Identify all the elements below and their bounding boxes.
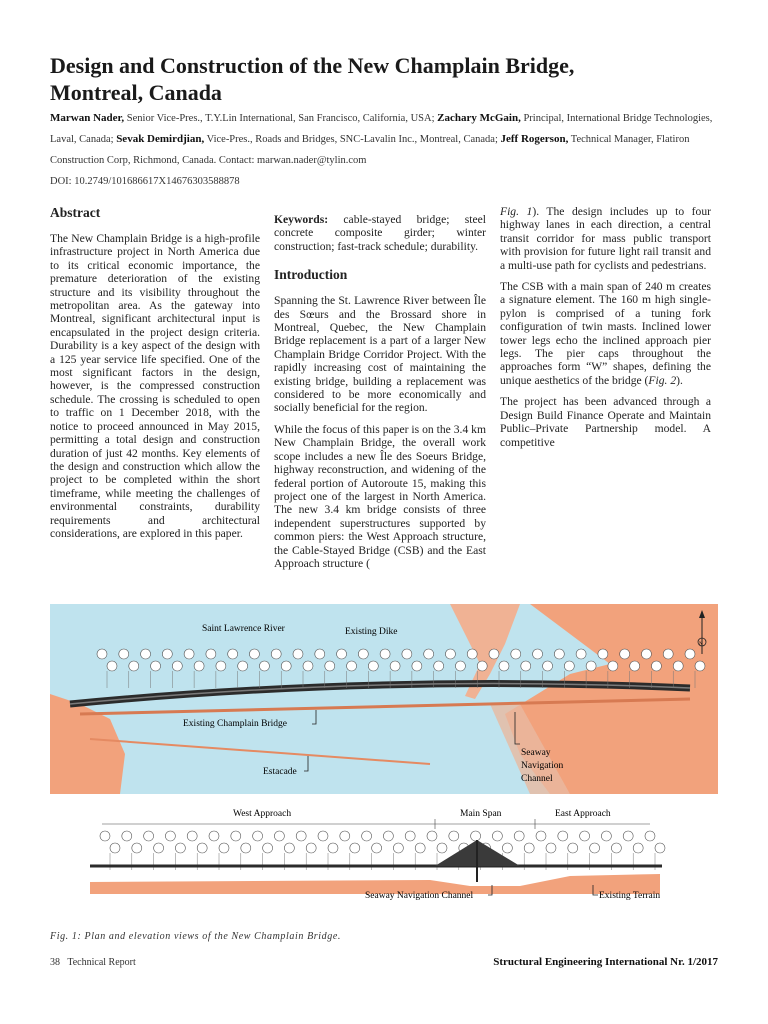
page-number: 38 xyxy=(50,957,60,968)
pier-marker xyxy=(455,661,465,671)
pier-marker xyxy=(362,831,372,841)
pier-marker xyxy=(194,661,204,671)
page-footer-left xyxy=(50,957,136,968)
label-estacade: Estacade xyxy=(263,767,297,777)
label-seaway-navigation-channel: Seaway Navigation Channel xyxy=(365,891,474,901)
author-1-affiliation: Senior Vice-Pres., T.Y.Lin International, San Francisco, California, USA; xyxy=(124,113,438,124)
label-river: Saint Lawrence River xyxy=(202,624,285,634)
pier-marker xyxy=(293,649,303,659)
paper-title xyxy=(50,52,740,106)
pier-marker xyxy=(554,649,564,659)
pier-marker xyxy=(590,843,600,853)
pier-marker xyxy=(151,661,161,671)
introduction-heading: Introduction xyxy=(274,267,348,283)
label-west-approach: West Approach xyxy=(233,809,292,819)
pier-marker xyxy=(437,843,447,853)
pier-marker xyxy=(424,649,434,659)
title-line-1: Design and Construction of the New Champlain Bridge, xyxy=(50,53,575,78)
pier-marker xyxy=(533,649,543,659)
author-2-affiliation: Principal, International Bridge Technologies, Laval, Canada; xyxy=(50,113,713,145)
pier-marker xyxy=(655,843,665,853)
pier-marker xyxy=(620,649,630,659)
pier-marker xyxy=(467,649,477,659)
pier-marker xyxy=(107,661,117,671)
pier-marker xyxy=(315,649,325,659)
author-4-affiliation: Technical Manager, Flatiron Construction Corp, Richmond, Canada. Contact: marwan.nader@tylin.com xyxy=(50,134,690,166)
pier-marker xyxy=(132,843,142,853)
label-east-approach: East Approach xyxy=(555,809,611,819)
pier-marker xyxy=(502,843,512,853)
pier-marker xyxy=(393,843,403,853)
label-seaway-1: Seaway xyxy=(521,748,551,758)
pier-marker xyxy=(514,831,524,841)
pier-marker xyxy=(249,649,259,659)
pier-marker xyxy=(521,661,531,671)
pier-marker xyxy=(412,661,422,671)
pier-marker xyxy=(228,649,238,659)
pier-marker xyxy=(492,831,502,841)
intro-paragraph-4: The project has been advanced through a Design Build Finance Operate and Maintain Public–Private Partnership model. A competitive xyxy=(500,395,711,449)
pier-marker xyxy=(471,831,481,841)
pier-marker xyxy=(162,649,172,659)
pier-marker xyxy=(141,649,151,659)
pier-marker xyxy=(281,661,291,671)
pier-marker xyxy=(303,661,313,671)
pier-marker xyxy=(568,843,578,853)
journal-name: Structural Engineering International Nr. 1/2017 xyxy=(493,956,718,968)
pier-marker xyxy=(263,843,273,853)
pier-marker xyxy=(685,649,695,659)
fig-1-reference: Fig. 1 xyxy=(500,205,533,218)
pier-marker xyxy=(122,831,132,841)
pier-marker xyxy=(350,843,360,853)
pier-marker xyxy=(564,661,574,671)
pier-marker xyxy=(499,661,509,671)
keywords-text: cable-stayed bridge; steel concrete composite girder; winter construction; fast-track schedule; durability. xyxy=(274,213,486,253)
intro-paragraph-3-end: ). xyxy=(676,373,683,387)
pier-marker xyxy=(608,661,618,671)
pier-marker xyxy=(97,649,107,659)
pier-marker xyxy=(390,661,400,671)
pier-marker xyxy=(231,831,241,841)
column-1 xyxy=(50,205,260,548)
pier-marker xyxy=(271,649,281,659)
pier-marker xyxy=(184,649,194,659)
pier-marker xyxy=(368,661,378,671)
keywords-label: Keywords: xyxy=(274,213,329,226)
pier-marker xyxy=(543,661,553,671)
pier-marker xyxy=(253,831,263,841)
pier-marker xyxy=(477,661,487,671)
pier-marker xyxy=(695,661,705,671)
doi: DOI: 10.2749/101686617X14676303588878 xyxy=(50,176,240,187)
pier-marker xyxy=(673,661,683,671)
author-3-name: Sevak Demirdjian, xyxy=(116,133,205,145)
pier-marker xyxy=(405,831,415,841)
label-existing-bridge: Existing Champlain Bridge xyxy=(183,719,287,729)
pier-marker xyxy=(580,831,590,841)
intro-paragraph-2-continued: Fig. 1). The design includes up to four highway lanes in each direction, a central transit corridor for mass public transport with provision for future light rail transit and a multi-use path for cyclists and pedestrians. xyxy=(500,205,711,272)
pier-marker xyxy=(546,843,556,853)
figure-caption: Fig. 1: Plan and elevation views of the New Champlain Bridge. xyxy=(50,931,342,942)
pier-marker xyxy=(110,843,120,853)
pier-marker xyxy=(372,843,382,853)
fig-2-reference: Fig. 2 xyxy=(648,373,677,387)
pier-marker xyxy=(645,831,655,841)
pier-marker xyxy=(415,843,425,853)
pier-marker xyxy=(100,831,110,841)
pier-marker xyxy=(383,831,393,841)
pier-marker xyxy=(358,649,368,659)
author-4-name: Jeff Rogerson, xyxy=(500,133,569,145)
pier-marker xyxy=(651,661,661,671)
column-3 xyxy=(500,205,711,457)
pier-marker xyxy=(209,831,219,841)
author-1-name: Marwan Nader, xyxy=(50,112,125,124)
pier-marker xyxy=(598,649,608,659)
section-label: Technical Report xyxy=(67,957,136,968)
pier-marker xyxy=(630,661,640,671)
pier-marker xyxy=(663,649,673,659)
pier-marker xyxy=(633,843,643,853)
pier-marker xyxy=(219,843,229,853)
label-existing-terrain: Existing Terrain xyxy=(599,891,661,901)
pier-marker xyxy=(511,649,521,659)
label-main-span: Main Span xyxy=(460,809,502,819)
pier-marker xyxy=(586,661,596,671)
author-2-name: Zachary McGain, xyxy=(437,112,521,124)
label-dike: Existing Dike xyxy=(345,627,398,637)
pier-marker xyxy=(119,649,129,659)
pier-marker xyxy=(449,831,459,841)
pier-marker xyxy=(576,649,586,659)
pier-marker xyxy=(641,649,651,659)
pier-marker xyxy=(524,843,534,853)
abstract-text: The New Champlain Bridge is a high-profile infrastructure project in North America due to its critical economic importance, the premature deterioration of the existing structure and its visibility throughout the metropolitan area. As the gateway into Montreal, significant architectural input is encapsulated in the project design criteria. Durability is a key aspect of the design with a 125 year service life specified. One of the most significant factors in the design, however, is the compressed construction schedule. The crossing is scheduled to open to traffic on 1 December 2018, with the notice to proceed announced in May 2015, permitting a total design and construction duration of just 42 months. Key elements of the design and construction which allow the project to be completed within the short timeframe, while meeting the challenges of environmental constraints, durability requirements and architectural considerations, are explored in this paper. xyxy=(50,232,260,540)
pier-marker xyxy=(434,661,444,671)
pier-marker xyxy=(347,661,357,671)
pier-marker xyxy=(172,661,182,671)
abstract-heading: Abstract xyxy=(50,205,101,220)
pier-marker xyxy=(489,649,499,659)
pier-marker xyxy=(445,649,455,659)
figure-1-plan-elevation xyxy=(50,604,718,924)
pier-marker xyxy=(623,831,633,841)
pier-marker xyxy=(187,831,197,841)
pier-marker xyxy=(328,843,338,853)
pier-marker xyxy=(427,831,437,841)
intro-paragraph-3-text: The CSB with a main span of 240 m creates a signature element. The 160 m high single-pylon is comprised of a tuning fork configuration of twin masts. Inclined lower tower legs echo the inclined approach pier legs. The pier caps throughout the approaches form “W” shapes, defining the unique aesthetics of the bridge ( xyxy=(500,280,711,387)
pier-marker xyxy=(216,661,226,671)
pier-marker xyxy=(206,649,216,659)
column-2 xyxy=(274,205,486,578)
pier-marker xyxy=(259,661,269,671)
pier-marker xyxy=(380,649,390,659)
pier-marker xyxy=(154,843,164,853)
pier-marker xyxy=(284,843,294,853)
pier-marker xyxy=(306,843,316,853)
elevation-pier-markers xyxy=(100,831,665,870)
pier-marker xyxy=(402,649,412,659)
title-line-2: Montreal, Canada xyxy=(50,80,222,105)
intro-paragraph-3 xyxy=(500,280,711,387)
pier-marker xyxy=(241,843,251,853)
pier-marker xyxy=(165,831,175,841)
pier-marker xyxy=(325,661,335,671)
author-3-affiliation: Vice-Pres., Roads and Bridges, SNC-Lavalin Inc., Montreal, Canada; xyxy=(204,134,501,145)
label-seaway-3: Channel xyxy=(521,774,553,784)
pier-marker xyxy=(144,831,154,841)
pier-marker xyxy=(337,649,347,659)
pier-marker xyxy=(197,843,207,853)
pier-marker xyxy=(601,831,611,841)
keywords xyxy=(274,213,486,253)
pier-marker xyxy=(558,831,568,841)
author-block xyxy=(50,108,730,192)
pier-marker xyxy=(536,831,546,841)
pier-marker xyxy=(175,843,185,853)
pier-marker xyxy=(129,661,139,671)
pier-marker xyxy=(296,831,306,841)
pier-marker xyxy=(238,661,248,671)
north-label: N xyxy=(699,642,703,647)
pier-marker xyxy=(274,831,284,841)
intro-paragraph-2: While the focus of this paper is on the 3.4 km New Champlain Bridge, the overall work scope includes a new Île des Soeurs Bridge, highway reconstruction, and widening of the federal portion of Autoroute 15, making this project one of the largest in North America. The new 3.4 km bridge consists of three independent superstructures supported by common piers: the West Approach structure, the Cable-Stayed Bridge (CSB) and the East Approach structure ( xyxy=(274,422,486,570)
pier-marker xyxy=(611,843,621,853)
label-seaway-2: Navigation xyxy=(521,761,564,771)
pier-marker xyxy=(318,831,328,841)
pier-marker xyxy=(340,831,350,841)
intro-paragraph-1: Spanning the St. Lawrence River between Île des Sœurs and the Brossard shore in Montreal, Quebec, the New Champlain Bridge replacement is a part of a larger New Champlain Bridge Corridor Project. With the rapidly increasing cost of maintaining the existing bridge, building a replacement was considered to be more economically and socially beneficial for the region. xyxy=(274,294,486,415)
